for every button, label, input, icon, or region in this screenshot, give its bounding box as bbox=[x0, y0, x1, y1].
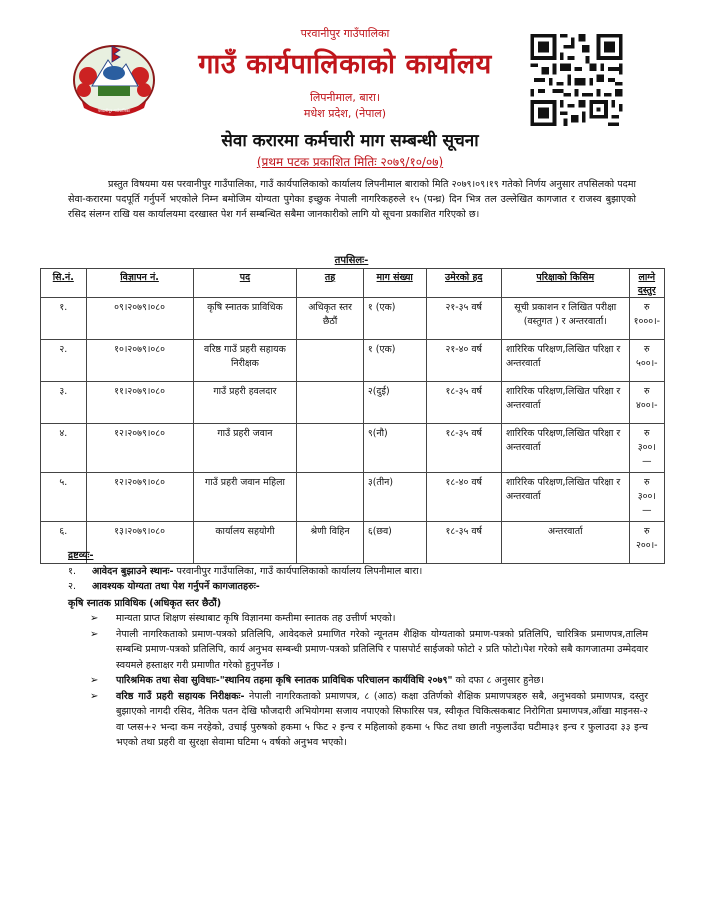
notes-heading: द्रष्टव्यः- bbox=[68, 550, 94, 561]
table-row bbox=[41, 298, 665, 340]
nepal-emblem-icon bbox=[68, 40, 160, 120]
requirements-list bbox=[68, 611, 648, 751]
arrow-bullet-icon: ➢ bbox=[90, 628, 99, 640]
municipality-name: परवानीपुर गाउँपालिका bbox=[300, 27, 390, 40]
arrow-bullet-icon: ➢ bbox=[90, 675, 99, 686]
cell-demand: १ (एक) bbox=[363, 298, 426, 340]
cell-demand: ६(छव) bbox=[363, 522, 426, 564]
publication-date bbox=[200, 153, 500, 170]
office-title: गाउँ कार्यपालिकाको कार्यालय bbox=[198, 49, 492, 80]
col-header-serial: सि.नं. bbox=[41, 269, 87, 298]
col-header-level: तह bbox=[297, 269, 364, 298]
cell-ad-number: ११।२०७९।०८० bbox=[86, 382, 193, 424]
vacancy-table bbox=[40, 268, 665, 564]
sub-heading: कृषि स्नातक प्राविधिक (अधिकृत स्तर छैठौं) bbox=[68, 597, 222, 609]
list-item-text: नेपाली नागरिकताको प्रमाणपत्र, ८ (आठ) कक्षा उतिर्णको शैक्षिक प्रमाणपत्रहरु सबै, अनुभवको प्रमाणपत्र, दस्तुर बुझाएको नागदी रसिद, नैतिक पतन देखि फौजदारी अभियोगमा सजाय नपाएको सिफारिस पत्र, स्वीकृत चिकित्सकबाट निरोगिता प्रमाणपत्र,आँखा माइनस-२ वा प्लस+२ भन्दा कम नरहेको, उचाई पुरुषको हकमा ५ फिट २ इन्च र महिलाको हकमा ५ फिट तथा छाती नफुलाउँदा घटीमा३१ इन्च र फुलाउदा ३३ इन्च भएको तथा प्रहरी वा सुरक्षा सेवामा घटिमा ५ वर्षको अनुभव भएको। bbox=[116, 690, 648, 748]
cell-age-limit: १८-३५ वर्ष bbox=[426, 522, 501, 564]
cell-level bbox=[297, 382, 364, 424]
col-header-ad-number: विज्ञापन नं. bbox=[86, 269, 193, 298]
cell-fee: रु १०००।- bbox=[629, 298, 664, 340]
schedule-label: तपसिलः- bbox=[334, 255, 369, 266]
cell-serial: ५. bbox=[41, 473, 87, 522]
col-header-age-limit: उमेरको हद bbox=[426, 269, 501, 298]
notes-section bbox=[68, 548, 648, 751]
list-item bbox=[90, 689, 648, 751]
col-header-exam-type: परिक्षाको किसिम bbox=[501, 269, 629, 298]
cell-post: गाउँ प्रहरी हवलदार bbox=[193, 382, 297, 424]
cell-age-limit: १८-४० वर्ष bbox=[426, 473, 501, 522]
cell-age-limit: २१-४० वर्ष bbox=[426, 340, 501, 382]
note-label: आवेदन बुझाउने स्थानः- bbox=[92, 565, 174, 577]
cell-serial: ३. bbox=[41, 382, 87, 424]
cell-exam-type: शारिरिक परिक्षण,लिखित परिक्षा र अन्तरवार्ता bbox=[501, 424, 629, 473]
cell-exam-type: अन्तरवार्ता bbox=[501, 522, 629, 564]
notice-title: सेवा करारमा कर्मचारी माग सम्बन्धी सूचना bbox=[221, 131, 479, 151]
cell-exam-type: शारिरिक परिक्षण,लिखित परिक्षा र अन्तरवार्ता bbox=[501, 382, 629, 424]
publication-date-text: (प्रथम पटक प्रकाशित मितिः २०७९/१०/०७) bbox=[256, 155, 444, 169]
cell-demand: १ (एक) bbox=[363, 340, 426, 382]
list-item-text: मान्यता प्राप्त शिक्षण संस्थाबाट कृषि विज्ञानमा कम्तीमा स्नातक तह उत्तीर्ण भएको। bbox=[116, 613, 396, 624]
cell-fee: रु ३००।— bbox=[629, 473, 664, 522]
note-text: परवानीपुर गाउँपालिका, गाउँ कार्यपालिकाको कार्यालय लिपनीमाल बारा। bbox=[176, 565, 423, 577]
cell-level: श्रेणी विहिन bbox=[297, 522, 364, 564]
note-item bbox=[68, 564, 648, 580]
cell-fee: रु ३००।— bbox=[629, 424, 664, 473]
cell-fee: रु ४००।- bbox=[629, 382, 664, 424]
cell-age-limit: १८-३५ वर्ष bbox=[426, 382, 501, 424]
list-item bbox=[90, 673, 648, 689]
cell-post: गाउँ प्रहरी जवान bbox=[193, 424, 297, 473]
cell-post: कृषि स्नातक प्राविधिक bbox=[193, 298, 297, 340]
cell-level: अधिकृत स्तर छैठौं bbox=[297, 298, 364, 340]
col-header-demand: माग संख्या bbox=[363, 269, 426, 298]
cell-ad-number: १०।२०७९।०८० bbox=[86, 340, 193, 382]
list-item-text: नेपाली नागरिकताको प्रमाण-पत्रको प्रतिलिपि, आवेदकले प्रमाणित गरेको न्यूनतम शैक्षिक योग्यताको प्रमाण-पत्रको प्रतिलिपि, चारित्रिक प्रमाणपत्र,तालिम सम्बन्धि प्रमाण-पत्रको प्रतिलिपि, कार्य अनुभव सम्बन्धी प्रमाण-पत्रको प्रतिलिपि र पासपोर्ट साईजको फोटो २ प्रति फोटो।पेश गरेको सबै कागजातमा उम्मेदवार स्वयमले हस्ताक्षर गरी प्रमाणीत गरेको हुनुपर्नेछ । bbox=[116, 628, 648, 671]
cell-demand: ९(नौ) bbox=[363, 424, 426, 473]
list-item-text: को दफा ८ अनुसार हुनेछ। bbox=[452, 675, 544, 686]
intro-paragraph: प्रस्तुत विषयमा यस परवानीपुर गाउँपालिका, गाउँ कार्यपालिकाको कार्यालय लिपनीमाल बाराको मिति २०७९।०९।१९ गतेको निर्णय अनुसार तपसिलको पदमा सेवा-करारमा पदपूर्ति गर्नुपर्ने भएकोले निम्न बमोजिम योग्यता पुगेका इच्छुक नेपाली नागरिकहरुले १५ (पन्ध्र) दिन भित्र तल उल्लेखित कागजात र राजस्व बुझाएको रसिद संलग्न राखि यस कार्यालयमा दरखास्त पेश गर्न सम्बन्धित सबैमा जानकारीको लागि यो सूचना प्रकाशित गरिएको छ। bbox=[68, 179, 636, 220]
cell-serial: २. bbox=[41, 340, 87, 382]
note-number: २. bbox=[68, 581, 77, 592]
cell-serial: ४. bbox=[41, 424, 87, 473]
cell-fee: रु २००।- bbox=[629, 522, 664, 564]
cell-demand: २(दुई) bbox=[363, 382, 426, 424]
cell-level bbox=[297, 473, 364, 522]
list-item-label: वरिष्ठ गाउँ प्रहरी सहायक निरीक्षकः- bbox=[116, 690, 245, 702]
office-address: लिपनीमाल, बारा। bbox=[309, 91, 381, 104]
note-label: आवश्यक योग्यता तथा पेश गर्नुपर्ने कागजातहरुः- bbox=[92, 581, 260, 592]
cell-exam-type: शारिरिक परिक्षण,लिखित परिक्षा र अन्तरवार्ता bbox=[501, 473, 629, 522]
col-header-fee: लाग्ने दस्तुर bbox=[629, 269, 664, 298]
list-item bbox=[90, 627, 648, 674]
list-item-label: पारिश्रमिक तथा सेवा सुविधाः-"स्थानिय तहमा कृषि स्नातक प्राविधिक परिचालन कार्यविधि २०७९" bbox=[116, 675, 453, 686]
cell-ad-number: ०९।२०७९।०८० bbox=[86, 298, 193, 340]
cell-exam-type: सूची प्रकाशन र लिखित परीक्षा (वस्तुगत ) र अन्तरवार्ता। bbox=[501, 298, 629, 340]
cell-ad-number: १२।२०७९।०८० bbox=[86, 424, 193, 473]
emblem-caption: परवानीपुर गाउँपालिका bbox=[97, 108, 131, 113]
list-item bbox=[90, 611, 648, 627]
cell-level bbox=[297, 340, 364, 382]
qr-code-icon bbox=[527, 34, 626, 126]
cell-post: गाउँ प्रहरी जवान महिला bbox=[193, 473, 297, 522]
table-row bbox=[41, 473, 665, 522]
arrow-bullet-icon: ➢ bbox=[90, 690, 99, 702]
note-number: १. bbox=[68, 565, 77, 577]
cell-level bbox=[297, 424, 364, 473]
arrow-bullet-icon: ➢ bbox=[90, 613, 99, 624]
cell-post: कार्यालय सहयोगी bbox=[193, 522, 297, 564]
cell-demand: ३(तीन) bbox=[363, 473, 426, 522]
table-row bbox=[41, 340, 665, 382]
note-item bbox=[68, 579, 648, 595]
cell-serial: १. bbox=[41, 298, 87, 340]
table-row bbox=[41, 424, 665, 473]
cell-post: वरिष्ठ गाउँ प्रहरी सहायक निरीक्षक bbox=[193, 340, 297, 382]
cell-age-limit: १८-३५ वर्ष bbox=[426, 424, 501, 473]
cell-ad-number: १२।२०७९।०८० bbox=[86, 473, 193, 522]
cell-ad-number: १३।२०७९।०८० bbox=[86, 522, 193, 564]
cell-serial: ६. bbox=[41, 522, 87, 564]
table-row bbox=[41, 382, 665, 424]
cell-age-limit: २१-३५ वर्ष bbox=[426, 298, 501, 340]
table-header-row bbox=[41, 269, 665, 298]
cell-exam-type: शारिरिक परिक्षण,लिखित परिक्षा र अन्तरवार्ता bbox=[501, 340, 629, 382]
province-line: मधेश प्रदेश, (नेपाल) bbox=[303, 107, 387, 120]
cell-fee: रु ५००।- bbox=[629, 340, 664, 382]
col-header-post: पद bbox=[193, 269, 297, 298]
